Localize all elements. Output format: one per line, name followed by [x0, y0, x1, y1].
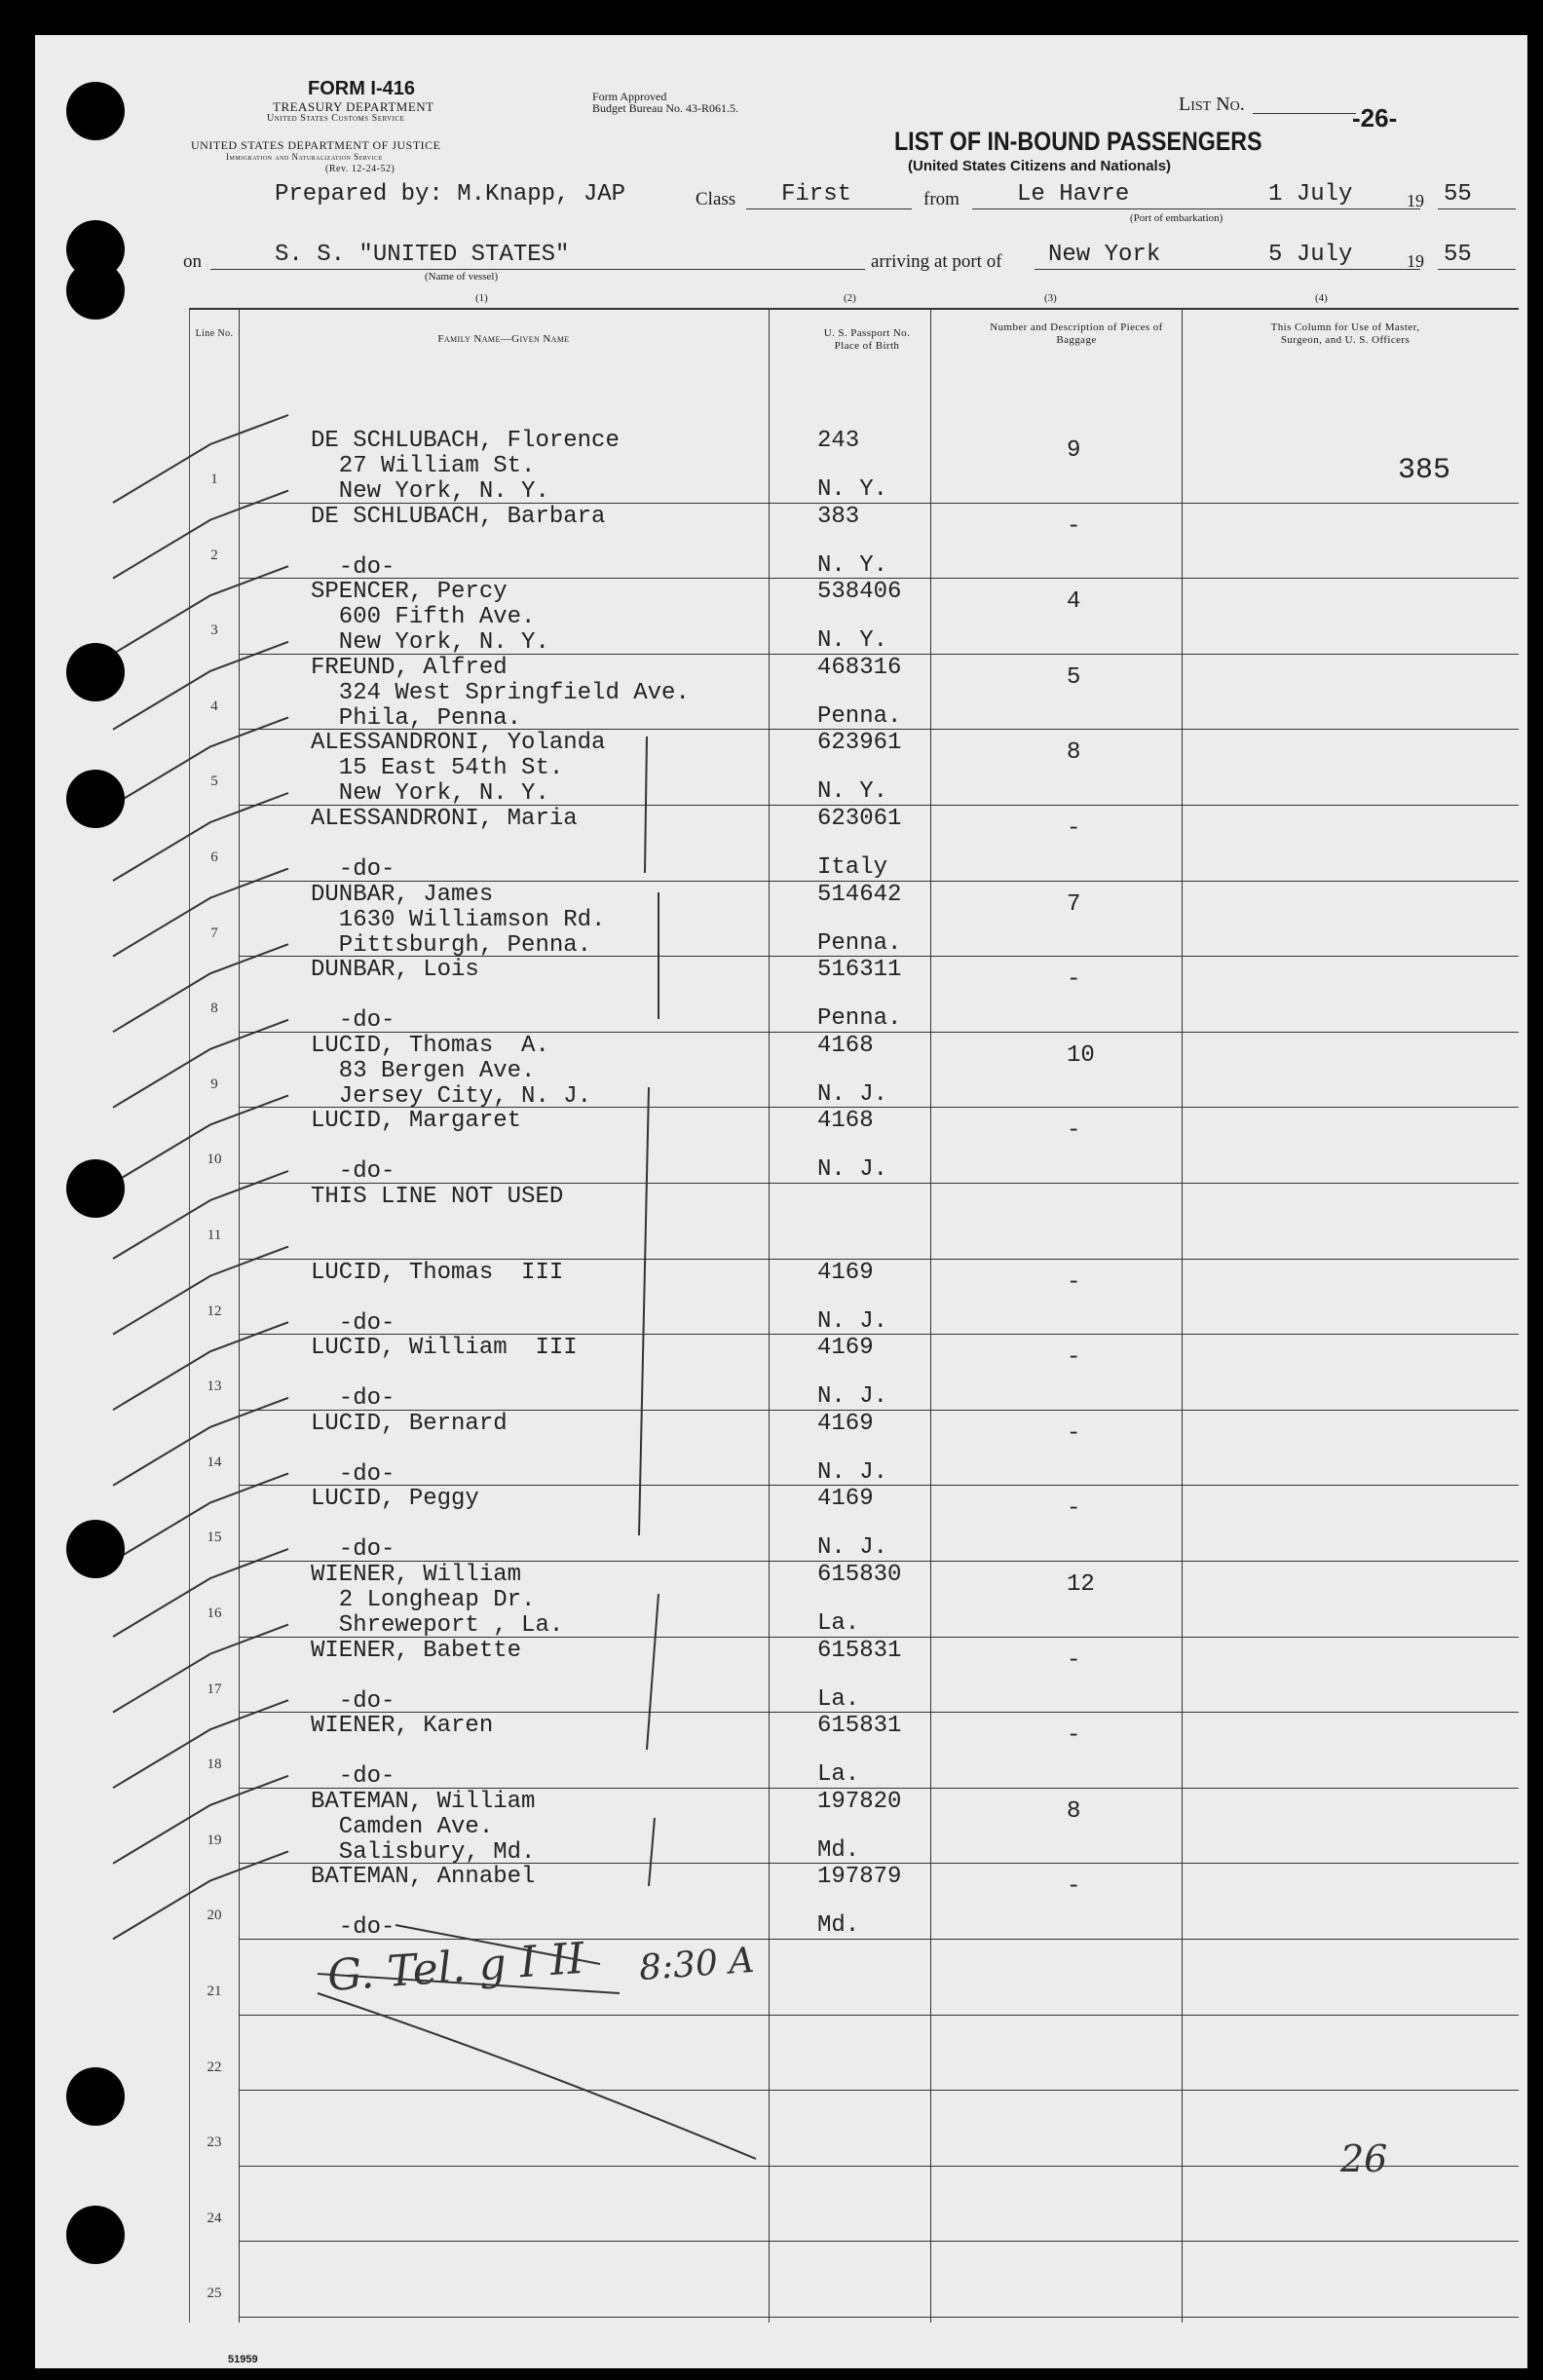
officer-note: 385 [1398, 454, 1451, 487]
col-header-passport: U. S. Passport No. Place of Birth [823, 327, 911, 352]
place-of-birth: Penna. [817, 929, 902, 957]
list-no-line [1253, 113, 1356, 114]
passport-number: 4169 [817, 1259, 874, 1286]
binder-hole [66, 261, 125, 320]
baggage-count: - [1067, 1344, 1081, 1372]
line-number: 7 [210, 925, 218, 941]
baggage-count: - [1067, 1117, 1081, 1145]
form-code: 51959 [228, 2354, 258, 2365]
baggage-count: 7 [1067, 890, 1081, 918]
passport-number: 4168 [817, 1108, 874, 1135]
baggage-count: - [1067, 512, 1081, 540]
baggage-count: - [1067, 1419, 1081, 1447]
place-of-birth: N. J. [817, 1080, 888, 1108]
line-number: 12 [207, 1303, 222, 1319]
passenger-name: DUNBAR, Lois -do- [311, 957, 479, 1035]
line-number: 2 [210, 547, 218, 563]
line-number: 8 [210, 1001, 218, 1017]
col-ref-1: (1) [475, 292, 488, 304]
arrival-year-prefix: 19 [1407, 251, 1424, 271]
place-of-birth: La. [817, 1761, 860, 1789]
baggage-count: - [1067, 1646, 1081, 1674]
baggage-count: - [1067, 1722, 1081, 1750]
baggage-count: - [1067, 1873, 1081, 1901]
col-header-baggage: Number and Description of Pieces of Baggage [990, 321, 1163, 346]
baggage-count: 9 [1067, 437, 1081, 464]
binder-hole [66, 1159, 125, 1218]
passenger-name: WIENER, William 2 Longheap Dr. Shreweport , La. [311, 1562, 564, 1639]
passport-number: 4168 [817, 1032, 874, 1059]
line-number: 1 [210, 472, 218, 487]
line-number: 18 [207, 1757, 222, 1773]
class-line [746, 208, 912, 209]
passenger-name: THIS LINE NOT USED [311, 1184, 564, 1210]
place-of-birth: Italy [817, 854, 888, 881]
passenger-name: BATEMAN, William Camden Ave. Salisbury, Md. [311, 1788, 536, 1866]
line-number: 9 [210, 1076, 218, 1092]
place-of-birth: N. J. [817, 1383, 888, 1411]
time-note: 8:30 A [637, 1940, 756, 1989]
passenger-name: ALESSANDRONI, Maria -do- [311, 806, 578, 883]
baggage-count: 8 [1067, 739, 1081, 767]
binder-hole [66, 2206, 125, 2264]
row-divider [239, 2090, 1519, 2091]
col-header-line-no: Line No. [195, 328, 234, 339]
form-title: LIST OF IN-BOUND PASSENGERS [894, 127, 1262, 156]
passport-number: 197820 [817, 1788, 902, 1815]
passenger-name: LUCID, William III -do- [311, 1335, 578, 1413]
passenger-name: SPENCER, Percy 600 Fifth Ave. New York, N. Y. [311, 579, 549, 657]
binder-hole [66, 1520, 125, 1578]
divider-line-no [239, 310, 240, 2323]
form-subtitle: (United States Citizens and Nationals) [908, 158, 1172, 174]
prepared-by: Prepared by: M.Knapp, JAP [275, 181, 626, 208]
passport-number: 623961 [817, 730, 902, 757]
class-label: Class [696, 189, 736, 209]
line-number: 19 [207, 1832, 222, 1848]
place-of-birth: Penna. [817, 1005, 902, 1033]
place-of-birth: N. J. [817, 1458, 888, 1486]
divider-baggage [1182, 310, 1183, 2323]
form-approved: Form Approved [592, 90, 667, 103]
line-number: 4 [210, 698, 218, 714]
embark-date: 1 July [1268, 181, 1353, 208]
passenger-table [189, 308, 1519, 2323]
passport-number: 468316 [817, 654, 902, 681]
row-divider [239, 2166, 1519, 2167]
embark-year-line [1438, 208, 1516, 209]
port-embarkation-caption: (Port of embarkation) [1130, 212, 1223, 224]
handwritten-page-number: 26 [1340, 2137, 1388, 2180]
passport-number: 516311 [817, 957, 902, 984]
place-of-birth: N. J. [817, 1307, 888, 1335]
line-number: 15 [207, 1530, 222, 1546]
passenger-name: WIENER, Karen -do- [311, 1713, 494, 1791]
place-of-birth: Penna. [817, 702, 902, 730]
passenger-name: LUCID, Thomas A. 83 Bergen Ave. Jersey City, N. J. [311, 1032, 592, 1110]
arrival-line [1035, 269, 1420, 270]
port-embarkation: Le Havre [1017, 181, 1130, 208]
col-header-officers: This Column for Use of Master, Surgeon, and U. S. Officers [1270, 321, 1420, 346]
line-number: 3 [210, 623, 218, 639]
arrival-date: 5 July [1268, 242, 1353, 268]
list-no-label: List No. [1179, 94, 1245, 115]
line-number: 24 [207, 2210, 222, 2226]
form-number: FORM I-416 [308, 78, 416, 99]
place-of-birth: N. J. [817, 1156, 888, 1184]
arrival-year-line [1438, 269, 1516, 270]
passenger-name: DUNBAR, James 1630 Williamson Rd. Pittsburgh, Penna. [311, 881, 606, 959]
binder-hole [66, 2067, 125, 2126]
vessel-name: S. S. "UNITED STATES" [275, 242, 570, 268]
embark-year-prefix: 19 [1407, 191, 1424, 210]
passport-number: 4169 [817, 1486, 874, 1513]
place-of-birth: Md. [817, 1912, 860, 1940]
vessel-caption: (Name of vessel) [425, 271, 499, 283]
from-line [972, 208, 1420, 209]
passport-number: 615831 [817, 1637, 902, 1664]
place-of-birth: N. J. [817, 1534, 888, 1562]
line-number: 22 [207, 2059, 222, 2075]
passenger-name: LUCID, Margaret -do- [311, 1108, 522, 1186]
immigration-service: Immigration and Naturalization Service [226, 152, 383, 162]
baggage-count: 12 [1067, 1571, 1095, 1598]
divider-name [769, 310, 770, 2323]
row-divider [239, 2317, 1519, 2318]
place-of-birth: N. Y. [817, 627, 888, 655]
passport-number: 383 [817, 503, 860, 530]
passenger-name: FREUND, Alfred 324 West Springfield Ave. Phila, Penna. [311, 654, 690, 732]
baggage-count: - [1067, 966, 1081, 994]
passport-number: 197879 [817, 1864, 902, 1891]
passenger-name: LUCID, Bernard -do- [311, 1410, 508, 1488]
col-ref-2: (2) [844, 292, 856, 304]
binder-hole [66, 770, 125, 828]
place-of-birth: N. Y. [817, 551, 888, 579]
row-divider [239, 2241, 1519, 2242]
budget-bureau: Budget Bureau No. 43-R061.5. [592, 101, 738, 115]
line-number: 16 [207, 1606, 222, 1621]
binder-hole [66, 643, 125, 701]
baggage-count: - [1067, 815, 1081, 842]
justice-dept: UNITED STATES DEPARTMENT OF JUSTICE [191, 138, 441, 152]
from-label: from [923, 189, 960, 209]
line-number: 11 [207, 1228, 222, 1243]
vessel-line [210, 269, 865, 270]
customs-service: United States Customs Service [267, 113, 405, 124]
embark-year: 55 [1444, 181, 1472, 208]
passport-number: 243 [817, 428, 860, 454]
passport-number: 615830 [817, 1562, 902, 1588]
passport-number: 514642 [817, 881, 902, 908]
baggage-count: - [1067, 1495, 1081, 1523]
baggage-count: 4 [1067, 588, 1081, 616]
line-number: 5 [210, 774, 218, 790]
passenger-name: DE SCHLUBACH, Florence 27 William St. New York, N. Y. [311, 428, 620, 505]
port-arrival: New York [1048, 242, 1161, 268]
treasury-dept: TREASURY DEPARTMENT [273, 99, 434, 114]
col-ref-4: (4) [1315, 292, 1328, 304]
line-number: 10 [207, 1152, 222, 1168]
passenger-name: LUCID, Peggy -do- [311, 1486, 479, 1564]
place-of-birth: Md. [817, 1836, 860, 1864]
signature: G. Tel. g I II [325, 1933, 586, 2002]
row-divider [239, 2015, 1519, 2016]
line-number: 17 [207, 1681, 222, 1697]
line-number: 20 [207, 1908, 222, 1924]
arrival-year: 55 [1444, 242, 1472, 268]
class-value: First [781, 181, 852, 208]
baggage-count: 5 [1067, 663, 1081, 691]
place-of-birth: La. [817, 1685, 860, 1713]
place-of-birth: La. [817, 1610, 860, 1637]
line-number: 14 [207, 1454, 222, 1470]
passenger-name: BATEMAN, Annabel -do- [311, 1864, 536, 1942]
passenger-name: WIENER, Babette -do- [311, 1637, 522, 1715]
passport-number: 538406 [817, 579, 902, 606]
passenger-name: DE SCHLUBACH, Barbara -do- [311, 503, 606, 581]
form-page [35, 35, 1527, 2368]
on-label: on [183, 251, 202, 272]
binder-hole [66, 82, 125, 140]
line-number: 13 [207, 1379, 222, 1395]
revision: (Rev. 12-24-52) [325, 164, 395, 174]
baggage-count: 10 [1067, 1041, 1095, 1069]
passport-number: 615831 [817, 1713, 902, 1740]
place-of-birth: N. Y. [817, 778, 888, 806]
line-number: 25 [207, 2286, 222, 2302]
passport-number: 4169 [817, 1335, 874, 1362]
baggage-count: 8 [1067, 1797, 1081, 1825]
baggage-count: - [1067, 1268, 1081, 1296]
passenger-name: ALESSANDRONI, Yolanda 15 East 54th St. New York, N. Y. [311, 730, 606, 808]
line-number: 23 [207, 2134, 222, 2151]
col-header-name: Family Name—Given Name [437, 333, 570, 345]
list-number: -26- [1352, 103, 1398, 132]
line-number: 21 [207, 1983, 222, 1999]
line-number: 6 [210, 850, 218, 865]
passenger-name: LUCID, Thomas III -do- [311, 1259, 564, 1337]
passport-number: 623061 [817, 806, 902, 832]
arriving-label: arriving at port of [871, 251, 1002, 272]
divider-passport [930, 310, 931, 2323]
passport-number: 4169 [817, 1410, 874, 1437]
col-ref-3: (3) [1044, 292, 1057, 304]
place-of-birth: N. Y. [817, 476, 888, 503]
